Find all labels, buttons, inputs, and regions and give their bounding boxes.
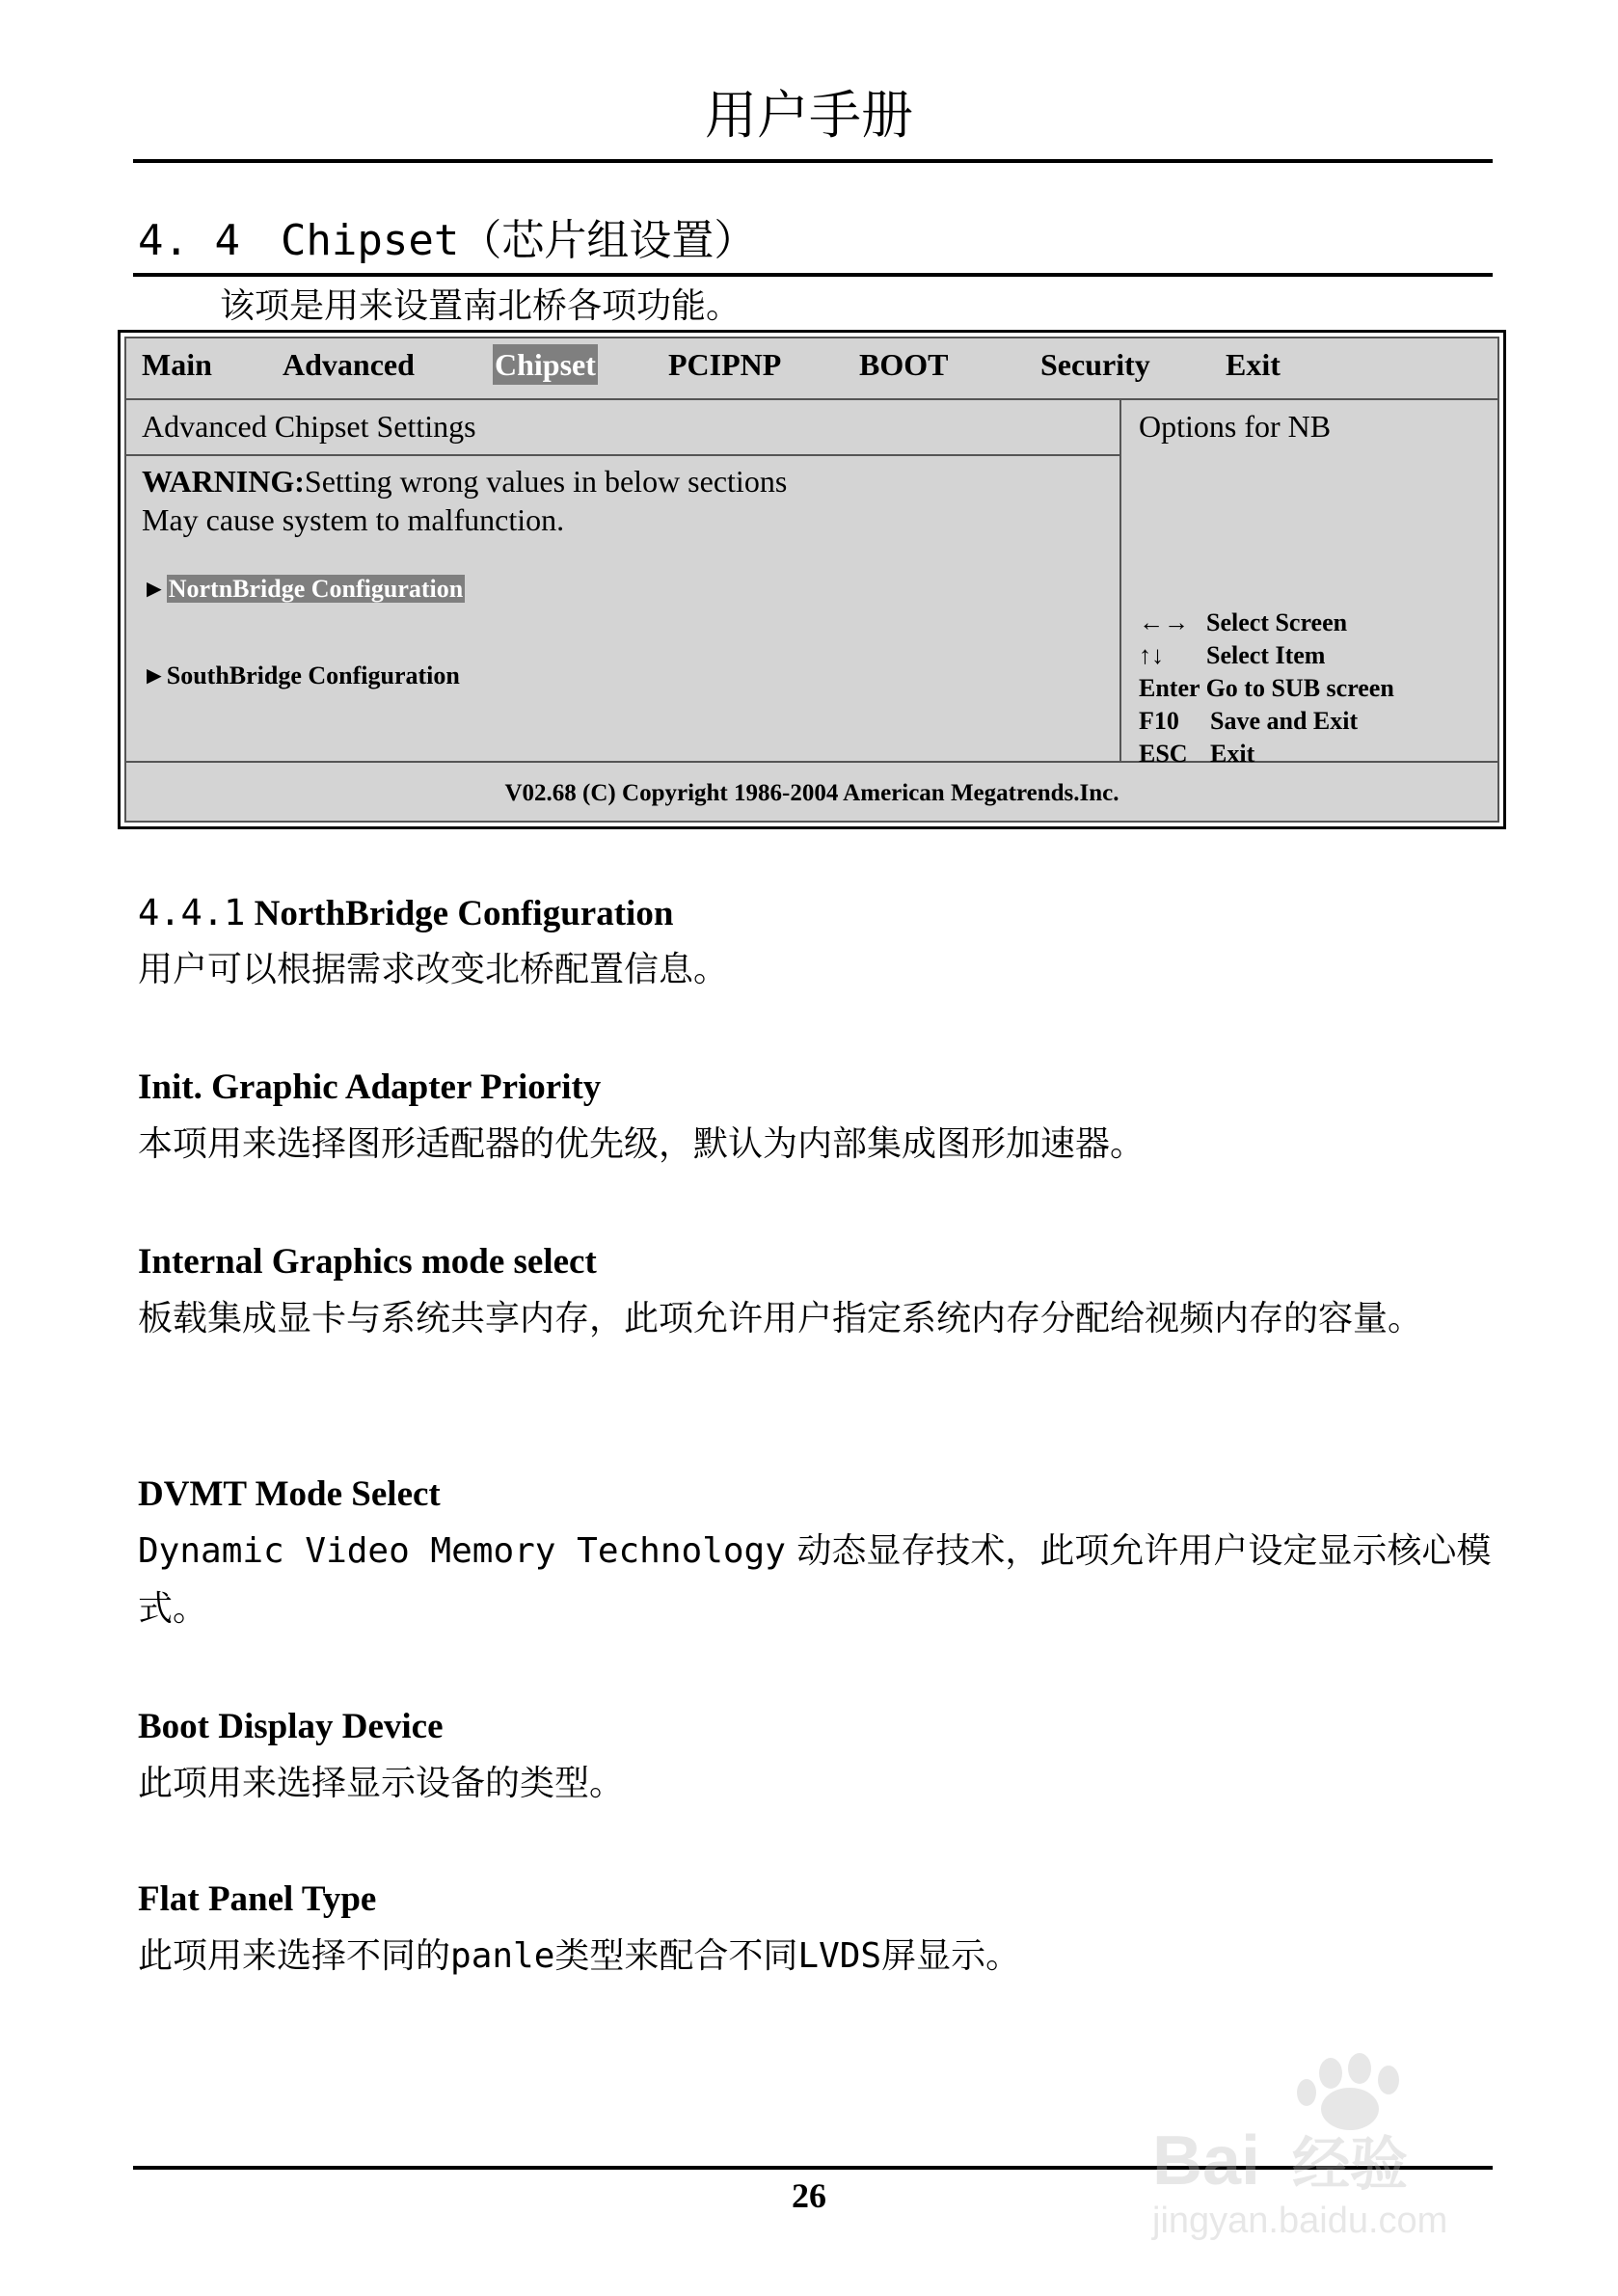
section-intro: 该项是用来设置南北桥各项功能。: [220, 286, 742, 326]
key-help-3: Enter Go to SUB screen: [1139, 674, 1394, 702]
bios-screen: [124, 337, 1499, 823]
item-desc-cn: 动态显存技术，此项允许用户设定显示核心模式。: [138, 1531, 1492, 1629]
svg-text:jingyan.baidu.com: jingyan.baidu.com: [1152, 2201, 1448, 2241]
title-divider: [126, 454, 1119, 456]
section-rule: [133, 273, 1493, 277]
item-title: Internal Graphics mode select: [138, 1242, 597, 1282]
footer-divider: [126, 761, 1497, 763]
section-title-en: Chipset: [280, 216, 460, 265]
menu-main[interactable]: Main: [142, 347, 212, 382]
section-title-cn: （芯片组设置）: [459, 216, 757, 265]
subsection-heading: [138, 889, 673, 938]
item-title: Flat Panel Type: [138, 1879, 377, 1919]
baidu-jingyan-watermark: [1147, 2049, 1533, 2242]
item-desc: 本项用来选择图形适配器的优先级，默认为内部集成图形加速器。: [138, 1124, 1146, 1164]
paw-icon: [1297, 2053, 1399, 2130]
menu-chipset[interactable]: Chipset: [493, 344, 598, 385]
warning-line-1: [142, 462, 787, 500]
menu-exit[interactable]: Exit: [1226, 347, 1281, 382]
help-title: Options for NB: [1139, 409, 1332, 444]
item-desc: [138, 1523, 1497, 1638]
item-title: Boot Display Device: [138, 1707, 444, 1746]
panel-title: Advanced Chipset Settings: [142, 409, 476, 444]
svg-text:Bai: Bai: [1152, 2122, 1261, 2200]
page-number: 26: [792, 2176, 826, 2215]
key-help-1: ←→ Select Screen: [1139, 607, 1347, 639]
bios-screenshot: [118, 330, 1506, 829]
item-desc: 此项用来选择不同的panle类型来配合不同LVDS屏显示。: [138, 1936, 1021, 1976]
menu-boot[interactable]: BOOT: [859, 347, 949, 382]
item-desc: 板载集成显卡与系统共享内存，此项允许用户指定系统内存分配给视频内存的容量。: [138, 1299, 1423, 1338]
warning-text: Setting wrong values in below sections: [304, 464, 788, 499]
panel-divider: [1119, 398, 1121, 763]
warning-label: WARNING:: [142, 464, 305, 499]
key-help-4: F10 Save and Exit: [1139, 707, 1359, 735]
section-heading: [138, 212, 756, 270]
menu-divider: [126, 398, 1497, 400]
menu-security[interactable]: Security: [1040, 347, 1150, 382]
southbridge-label: SouthBridge Configuration: [166, 662, 460, 689]
subsection-desc: 用户可以根据需求改变北桥配置信息。: [138, 950, 729, 989]
item-desc: 此项用来选择显示设备的类型。: [138, 1764, 625, 1803]
item-title: Init. Graphic Adapter Priority: [138, 1067, 602, 1107]
northbridge-label: NortnBridge Configuration: [168, 575, 464, 603]
menu-advanced[interactable]: Advanced: [283, 347, 415, 382]
header-rule: [133, 159, 1493, 163]
document-title: 用户手册: [705, 85, 913, 146]
up-down-arrows-icon: ↑↓: [1139, 641, 1164, 669]
key-help-5: ESC Exit: [1139, 740, 1255, 768]
item-title: DVMT Mode Select: [138, 1474, 441, 1514]
subsection-title: NorthBridge Configuration: [254, 894, 674, 933]
menu-entry-northbridge[interactable]: [142, 572, 465, 607]
item-desc-en: Dynamic Video Memory Technology: [138, 1531, 786, 1571]
key-help-2: ↑↓ Select Item: [1139, 639, 1325, 672]
section-number: 4. 4: [138, 216, 240, 265]
submenu-arrow-icon: ►: [142, 662, 167, 689]
warning-line-2: May cause system to malfunction.: [142, 502, 565, 537]
left-right-arrows-icon: ←→: [1139, 608, 1189, 636]
bios-copyright: V02.68 (C) Copyright 1986-2004 American Megatrends.Inc.: [504, 780, 1119, 806]
svg-text:经验: 经验: [1292, 2131, 1408, 2199]
menu-pcipnp[interactable]: PCIPNP: [668, 347, 782, 382]
submenu-arrow-icon: ►: [142, 575, 167, 603]
menu-entry-southbridge[interactable]: [142, 659, 460, 693]
subsection-number: 4.4.1: [138, 892, 246, 933]
